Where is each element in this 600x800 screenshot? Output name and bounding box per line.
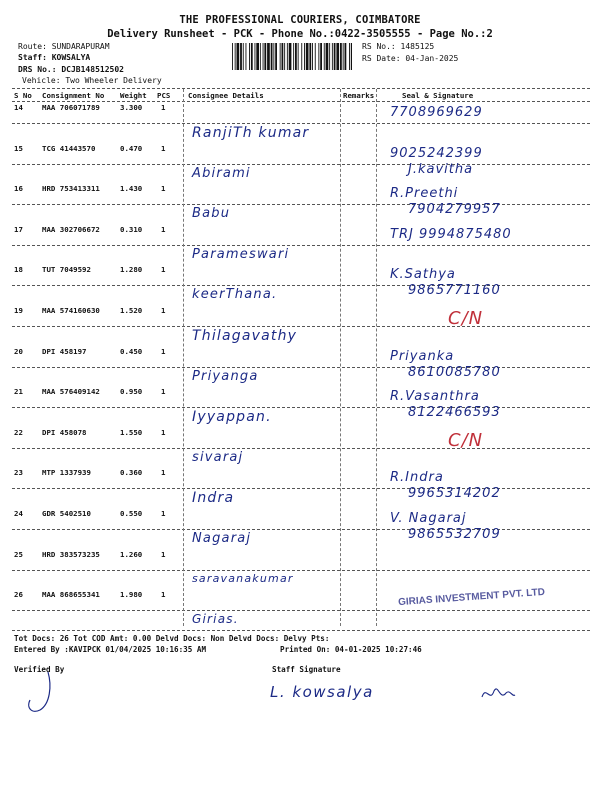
printed-on: Printed On: 04-01-2025 10:27:46 bbox=[280, 645, 422, 654]
col-header-sno: S No bbox=[14, 91, 32, 100]
row-seal-phone-handwritten: 8122466593 bbox=[408, 405, 501, 421]
col-divider-seal bbox=[376, 89, 377, 626]
col-divider-consignee bbox=[183, 89, 184, 626]
row-weight: 0.310 bbox=[120, 224, 143, 234]
row-weight: 1.430 bbox=[120, 184, 143, 194]
row-pcs: 1 bbox=[161, 468, 166, 478]
col-header-pcs: PCS bbox=[157, 91, 171, 100]
row-sno: 18 bbox=[14, 265, 23, 275]
row-consignee-handwritten: saravanakumar bbox=[192, 571, 294, 585]
barcode-bar bbox=[351, 43, 352, 70]
row-consignment-no: HRD 383573235 bbox=[42, 549, 100, 559]
vehicle-label: Vehicle: Two Wheeler Delivery bbox=[22, 76, 162, 85]
row-seal-handwritten: R.Indra bbox=[390, 470, 444, 486]
barcode-bar bbox=[256, 43, 259, 70]
barcode-bar bbox=[275, 43, 277, 70]
row-pcs: 1 bbox=[161, 103, 166, 112]
barcode-bar bbox=[264, 43, 266, 70]
row-consignee-handwritten: Thilagavathy bbox=[192, 328, 298, 344]
row-consignee-handwritten: Iyyappan. bbox=[192, 409, 272, 426]
row-pcs: 1 bbox=[161, 143, 166, 153]
row-sno: 20 bbox=[14, 346, 23, 356]
barcode-image bbox=[232, 43, 352, 70]
row-seal-handwritten: TRJ 9994875480 bbox=[390, 226, 512, 242]
rs-date-label: RS Date: 04-Jan-2025 bbox=[362, 54, 459, 63]
col-header-remarks: Remarks bbox=[343, 91, 375, 100]
row-separator bbox=[12, 488, 590, 489]
row-sno: 25 bbox=[14, 549, 23, 559]
row-separator bbox=[12, 123, 590, 124]
row-seal-handwritten: R.Preethi bbox=[390, 186, 459, 202]
barcode-bar bbox=[301, 43, 302, 70]
row-separator bbox=[12, 367, 590, 368]
row-pcs: 1 bbox=[161, 184, 166, 194]
row-sno: 23 bbox=[14, 468, 23, 478]
barcode-bar bbox=[309, 43, 311, 70]
row-seal-handwritten: 9025242399 bbox=[390, 145, 483, 161]
row-sno: 16 bbox=[14, 184, 23, 194]
row-consignee-handwritten: Parameswari bbox=[192, 246, 290, 262]
barcode-bar bbox=[315, 43, 316, 70]
row-separator bbox=[12, 448, 590, 449]
totals-line: Tot Docs: 26 Tot COD Amt: 0.00 Delvd Docs: Non Delvd Docs: Delvy Pts: bbox=[14, 634, 330, 643]
row-consignment-no: MAA 302706672 bbox=[42, 224, 100, 234]
barcode-bar bbox=[249, 43, 250, 70]
row-consignment-no: MAA 706071789 bbox=[42, 103, 100, 112]
col-header-consignment: Consignment No bbox=[42, 91, 105, 100]
barcode-bar bbox=[271, 43, 273, 70]
row-seal-phone-handwritten: J.kavitha bbox=[408, 161, 474, 177]
row-pcs: 1 bbox=[161, 549, 166, 559]
row-consignment-no: GDR 5402510 bbox=[42, 509, 91, 518]
barcode-bar bbox=[343, 43, 344, 70]
barcode-bar bbox=[255, 43, 256, 70]
row-consignee-handwritten: Babu bbox=[192, 206, 231, 222]
barcode-bar bbox=[243, 43, 244, 70]
row-weight: 0.470 bbox=[120, 143, 143, 153]
verified-by-label: Verified By bbox=[14, 665, 65, 674]
row-seal-handwritten: C/N bbox=[448, 308, 484, 329]
row-seal-handwritten: C/N bbox=[448, 429, 484, 451]
company-stamp: GIRIAS INVESTMENT PVT. LTD bbox=[397, 586, 546, 609]
barcode-bar bbox=[336, 43, 339, 70]
row-seal-handwritten: Priyanka bbox=[390, 348, 455, 364]
row-sno: 17 bbox=[14, 224, 23, 234]
row-pcs: 1 bbox=[161, 427, 166, 437]
barcode-bar bbox=[340, 43, 342, 70]
row-seal-phone-handwritten: 9865771160 bbox=[408, 283, 501, 299]
staff-initial-scribble bbox=[478, 683, 518, 705]
barcode-bar bbox=[287, 43, 288, 70]
barcode-bar bbox=[232, 43, 233, 70]
row-weight: 0.450 bbox=[120, 346, 143, 356]
row-separator bbox=[12, 407, 590, 408]
row-pcs: 1 bbox=[161, 590, 166, 600]
row-weight: 1.280 bbox=[120, 265, 143, 275]
row-sno: 19 bbox=[14, 306, 23, 315]
row-consignee-handwritten: Nagaraj bbox=[192, 531, 252, 546]
entered-by: Entered By :KAVIPCK 01/04/2025 10:16:35 AM bbox=[14, 645, 207, 654]
row-seal-phone-handwritten: 8610085780 bbox=[408, 364, 501, 380]
col-header-weight: Weight bbox=[120, 91, 147, 100]
row-seal-phone-handwritten: 7904279957 bbox=[408, 202, 501, 218]
row-consignment-no: DPI 458078 bbox=[42, 427, 87, 437]
row-consignment-no: TUT 7049592 bbox=[42, 265, 91, 275]
col-divider-remarks bbox=[340, 89, 341, 626]
barcode-bar bbox=[312, 43, 313, 70]
col-header-consignee: Consignee Details bbox=[188, 91, 264, 100]
barcode-bar bbox=[284, 43, 285, 70]
company-title: THE PROFESSIONAL COURIERS, COIMBATORE bbox=[179, 14, 421, 26]
barcode-bar bbox=[324, 43, 325, 70]
barcode-bar bbox=[329, 43, 330, 70]
barcode-bar bbox=[334, 43, 336, 70]
row-seal-handwritten: 7708969629 bbox=[390, 105, 483, 120]
row-weight: 0.360 bbox=[120, 468, 143, 478]
barcode-bar bbox=[306, 43, 309, 70]
staff-signature-handwritten: L. kowsalya bbox=[270, 683, 374, 701]
row-consignment-no: TCG 41443570 bbox=[42, 143, 96, 153]
row-sno: 21 bbox=[14, 387, 23, 397]
row-seal-handwritten: K.Sathya bbox=[390, 267, 456, 283]
row-consignee-handwritten: Priyanga bbox=[192, 368, 259, 384]
row-pcs: 1 bbox=[161, 509, 166, 518]
row-separator bbox=[12, 285, 590, 286]
barcode-bar bbox=[295, 43, 297, 70]
row-consignment-no: MAA 576409142 bbox=[42, 387, 100, 397]
row-weight: 1.260 bbox=[120, 549, 143, 559]
staff-label: Staff: KOWSALYA bbox=[18, 53, 91, 62]
row-separator bbox=[12, 529, 590, 530]
row-separator bbox=[12, 245, 590, 246]
row-seal-handwritten: V. Nagaraj bbox=[390, 511, 467, 526]
staff-signature-label: Staff Signature bbox=[272, 665, 341, 674]
row-weight: 1.980 bbox=[120, 590, 143, 600]
row-consignment-no: DPI 458197 bbox=[42, 346, 87, 356]
barcode-bar bbox=[280, 43, 281, 70]
row-weight: 0.550 bbox=[120, 509, 143, 518]
barcode-bar bbox=[235, 43, 236, 70]
row-separator bbox=[12, 204, 590, 205]
row-consignment-no: MAA 574160630 bbox=[42, 306, 100, 315]
table-top-rule bbox=[12, 88, 590, 89]
barcode-bar bbox=[246, 43, 247, 70]
drs-label: DRS No.: DCJB148512502 bbox=[18, 65, 124, 74]
row-consignee-handwritten: Abirami bbox=[192, 165, 251, 181]
barcode-bar bbox=[345, 43, 347, 70]
row-seal-phone-handwritten: 9865532709 bbox=[408, 527, 501, 542]
runsheet-subtitle: Delivery Runsheet - PCK - Phone No.:0422-3505555 - Page No.:2 bbox=[107, 28, 493, 40]
row-consignee-handwritten: keerThana. bbox=[192, 287, 278, 303]
row-pcs: 1 bbox=[161, 346, 166, 356]
rs-no-label: RS No.: 1485125 bbox=[362, 42, 435, 51]
row-separator bbox=[12, 164, 590, 165]
row-weight: 1.550 bbox=[120, 427, 143, 437]
row-sno: 26 bbox=[14, 590, 23, 600]
footer-rule bbox=[12, 630, 590, 631]
row-consignee-handwritten: Girias. bbox=[192, 612, 239, 627]
barcode-bar bbox=[240, 43, 242, 70]
row-separator bbox=[12, 610, 590, 611]
barcode-bar bbox=[282, 43, 284, 70]
barcode-bar bbox=[237, 43, 240, 70]
barcode-bar bbox=[273, 43, 274, 70]
row-separator bbox=[12, 570, 590, 571]
barcode-bar bbox=[349, 43, 350, 70]
row-consignment-no: HRD 753413311 bbox=[42, 184, 100, 194]
row-sno: 24 bbox=[14, 509, 23, 518]
route-label: Route: SUNDARAPURAM bbox=[18, 42, 110, 51]
row-consignee-handwritten: RanjiTh kumar bbox=[192, 125, 310, 141]
row-pcs: 1 bbox=[161, 224, 166, 234]
barcode-bar bbox=[304, 43, 305, 70]
barcode-bar bbox=[332, 43, 333, 70]
row-pcs: 1 bbox=[161, 387, 166, 397]
row-sno: 14 bbox=[14, 103, 23, 112]
barcode-bar bbox=[318, 43, 319, 70]
barcode-bar bbox=[263, 43, 264, 70]
barcode-bar bbox=[289, 43, 292, 70]
barcode-bar bbox=[320, 43, 322, 70]
barcode-bar bbox=[251, 43, 253, 70]
row-consignment-no: MAA 868655341 bbox=[42, 590, 100, 600]
row-pcs: 1 bbox=[161, 306, 166, 315]
barcode-bar bbox=[267, 43, 270, 70]
table-header-rule bbox=[12, 101, 590, 102]
row-weight: 0.950 bbox=[120, 387, 143, 397]
row-pcs: 1 bbox=[161, 265, 166, 275]
barcode-bar bbox=[298, 43, 299, 70]
col-header-seal: Seal & Signature bbox=[402, 91, 474, 100]
row-sno: 15 bbox=[14, 143, 23, 153]
barcode-bar bbox=[260, 43, 261, 70]
barcode-bar bbox=[326, 43, 329, 70]
row-sno: 22 bbox=[14, 427, 23, 437]
row-consignment-no: MTP 1337939 bbox=[42, 468, 91, 478]
row-seal-handwritten: R.Vasanthra bbox=[390, 389, 480, 405]
row-consignee-handwritten: sivaraj bbox=[192, 449, 244, 465]
verifier-signature-scribble bbox=[20, 668, 60, 718]
row-weight: 3.300 bbox=[120, 103, 143, 112]
row-consignee-handwritten: Indra bbox=[192, 490, 235, 507]
row-seal-phone-handwritten: 9965314202 bbox=[408, 486, 501, 502]
barcode-bar bbox=[293, 43, 294, 70]
row-separator bbox=[12, 326, 590, 327]
row-weight: 1.520 bbox=[120, 306, 143, 315]
